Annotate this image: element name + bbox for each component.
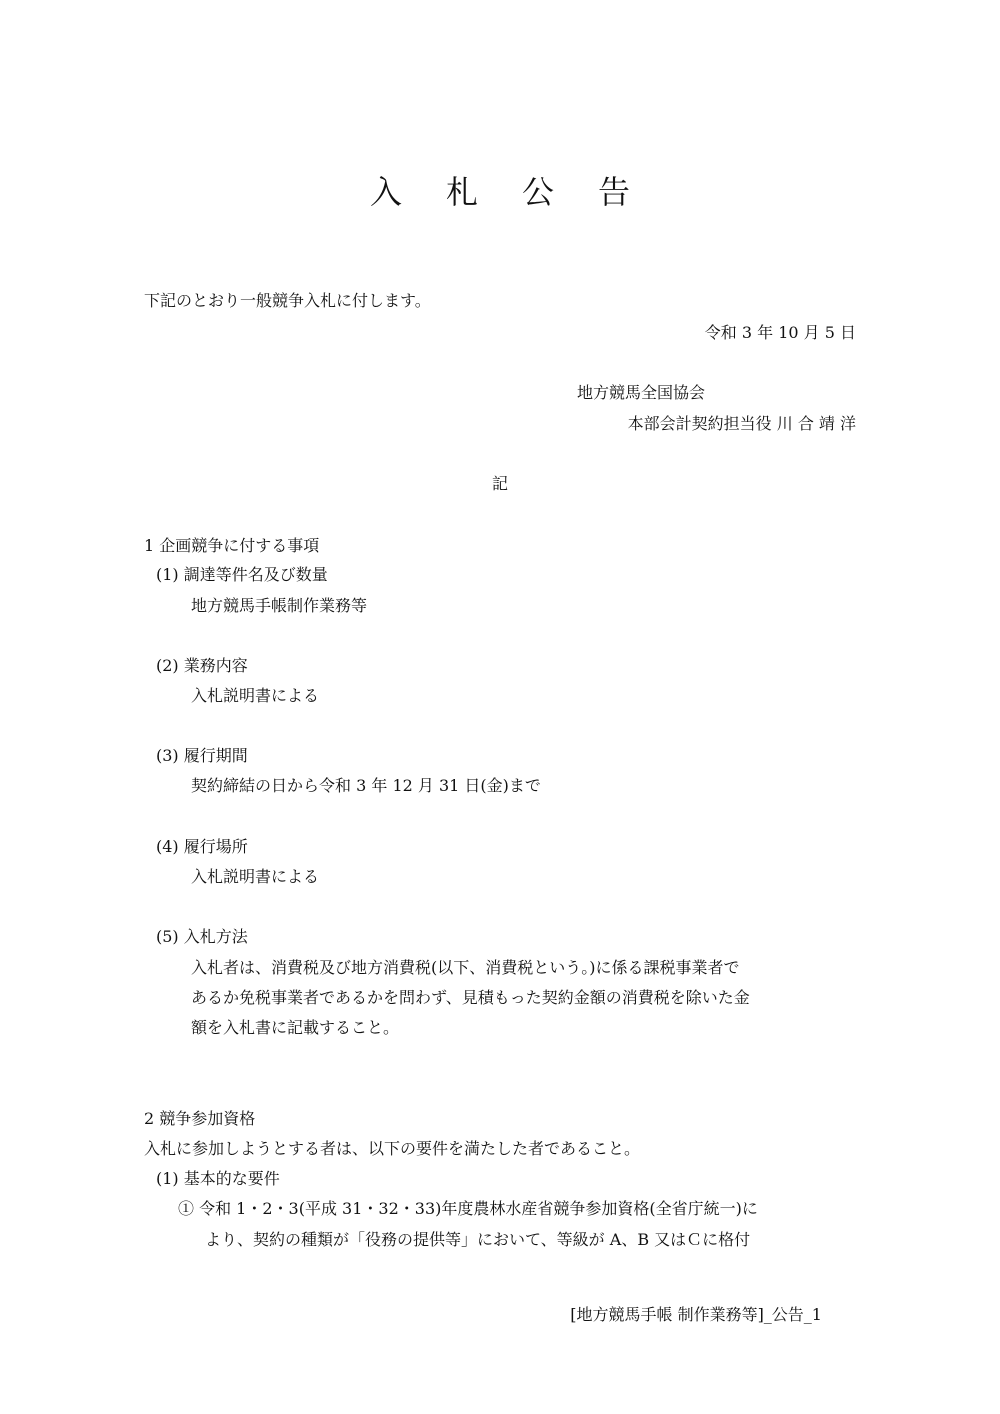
item-5-line: 入札者は、消費税及び地方消費税(以下、消費税という。)に係る課税事業者で — [191, 958, 740, 977]
item-2-label: (2) 業務内容 — [156, 656, 248, 675]
section-2-item-1-line: より、契約の種類が「役務の提供等」において、等級が A、B 又はＣに格付 — [205, 1230, 751, 1249]
item-5-line: あるか免税事業者であるかを問わず、見積もった契約金額の消費税を除いた金 — [191, 988, 750, 1007]
ki-heading: 記 — [491, 474, 508, 493]
item-1-label: (1) 調達等件名及び数量 — [156, 565, 328, 584]
item-5-line: 額を入札書に記載すること。 — [191, 1018, 400, 1037]
title-char: 告 — [598, 173, 631, 211]
issuer-officer: 本部会計契約担当役 川 合 靖 洋 — [627, 414, 856, 433]
item-3-text: 契約締結の日から令和 3 年 12 月 31 日(金)まで — [191, 776, 541, 795]
item-4-text: 入札説明書による — [191, 867, 320, 886]
section-1-heading: 1 企画競争に付する事項 — [144, 536, 320, 555]
issuer-org: 地方競馬全国協会 — [577, 383, 706, 402]
title-char: 入 — [369, 173, 402, 211]
item-2-text: 入札説明書による — [191, 686, 320, 705]
section-2-item-1-line: ① 令和 1・2・3(平成 31・32・33)年度農林水産省競争参加資格(全省庁統一)に — [178, 1199, 758, 1218]
title-char: 札 — [445, 173, 478, 211]
page-footer: [地方競馬手帳 制作業務等]_公告_1 — [570, 1305, 822, 1324]
section-2-heading: 2 競争参加資格 — [144, 1109, 256, 1128]
page-title — [0, 173, 1000, 211]
title-char: 公 — [522, 173, 555, 211]
item-1-text: 地方競馬手帳制作業務等 — [191, 596, 368, 615]
item-5-label: (5) 入札方法 — [156, 927, 248, 946]
section-2-sub-1: (1) 基本的な要件 — [156, 1169, 280, 1188]
item-4-label: (4) 履行場所 — [156, 837, 248, 856]
section-2-intro: 入札に参加しようとする者は、以下の要件を満たした者であること。 — [144, 1139, 641, 1158]
notice-date: 令和 3 年 10 月 5 日 — [704, 323, 856, 342]
item-3-label: (3) 履行期間 — [156, 746, 248, 765]
intro-text: 下記のとおり一般競争入札に付します。 — [144, 291, 431, 310]
